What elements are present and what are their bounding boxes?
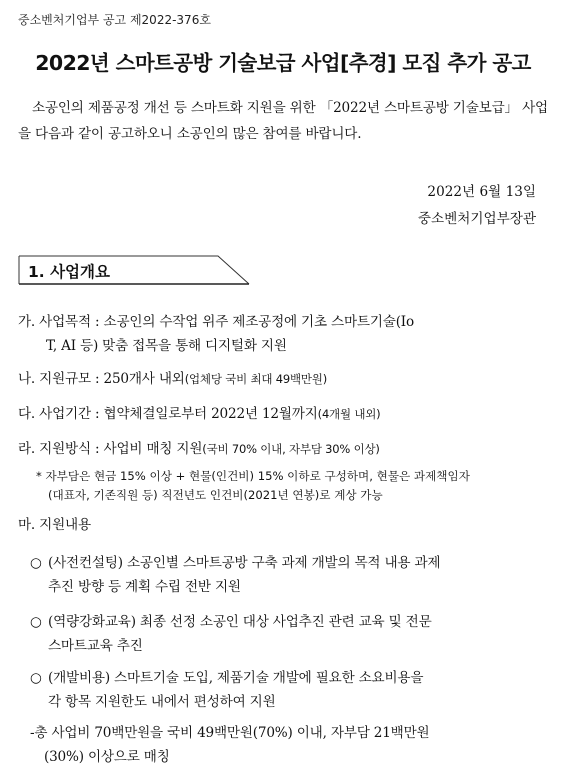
item-method-main: 사업비 매칭 지원: [103, 441, 203, 457]
bullet-education: [30, 610, 548, 658]
item-purpose-line1: 소공인의 수작업 위주 제조공정에 기초 스마트기술(Io: [103, 314, 414, 330]
item-method-sub: (국비 70% 이내, 자부담 30% 이상): [202, 442, 380, 456]
item-method: [18, 437, 548, 461]
item-scale-main: 250개사 내외: [103, 371, 185, 387]
intro-paragraph: [18, 95, 548, 147]
section-header: [18, 255, 250, 285]
circle-bullet-icon: ○: [30, 614, 42, 630]
issuer-name: 중소벤처기업부장관: [417, 211, 536, 227]
cost-matching-line2: (30%) 이상으로 매칭: [44, 749, 170, 765]
cost-matching-line1: -총 사업비 70백만원을 국비 49백만원(70%) 이내, 자부담 21백만원: [30, 725, 430, 741]
item-scale-sub: (업체당 국비 최대 49백만원): [184, 372, 327, 386]
bullet-consulting-line2: 추진 방향 등 계획 수립 전반 지원: [48, 579, 241, 595]
item-period: [18, 402, 548, 426]
bullet-development-line1: (개발비용) 스마트기술 도입, 제품기술 개발에 필요한 소요비용을: [48, 670, 424, 686]
note-line2: (대표자, 기존직원 등) 직전년도 인건비(2021년 연봉)로 계상 가능: [48, 488, 383, 502]
bullet-education-line2: 스마트교육 추진: [48, 638, 143, 654]
item-purpose-label: 가. 사업목적 :: [18, 314, 100, 330]
item-support-content: 마. 지원내용: [18, 517, 91, 533]
cost-matching-item: [30, 721, 548, 769]
item-scale: [18, 367, 548, 391]
bullet-consulting-line1: (사전컨설팅) 소공인별 스마트공방 구축 과제 개발의 목적 내용 과제: [48, 555, 441, 571]
bullet-development-line2: 각 항목 지원한도 내에서 편성하여 지원: [48, 694, 276, 710]
note-line1: * 자부담은 현금 15% 이상 + 현물(인건비) 15% 이하로 구성하며, 현물은 과제책임자: [36, 469, 470, 483]
item-method-label: 라. 지원방식 :: [18, 441, 100, 457]
notice-number: 중소벤처기업부 공고 제2022-376호: [18, 13, 211, 27]
page-title: 2022년 스마트공방 기술보급 사업[추경] 모집 추가 공고: [35, 51, 531, 75]
circle-bullet-icon: ○: [30, 670, 42, 686]
item-period-label: 다. 사업기간 :: [18, 406, 100, 422]
intro-text: 소공인의 제품공정 개선 등 스마트화 지원을 위한 「2022년 스마트공방 기술보급」 사업을 다음과 같이 공고하오니 소공인의 많은 참여를 바랍니다.: [18, 100, 548, 142]
item-purpose: [18, 310, 548, 358]
item-period-main: 협약체결일로부터 2022년 12월까지: [103, 406, 318, 422]
notice-date: 2022년 6월 13일: [427, 184, 536, 200]
section-title: 1. 사업개요: [28, 263, 110, 281]
bullet-education-line1: (역량강화교육) 최종 선정 소공인 대상 사업추진 관련 교육 및 전문: [48, 614, 432, 630]
item-scale-label: 나. 지원규모 :: [18, 371, 100, 387]
bullet-consulting: [30, 551, 548, 599]
item-period-sub: (4개월 내외): [317, 407, 381, 421]
item-purpose-line2: T, AI 등) 맞춤 접목을 통해 디지털화 지원: [46, 338, 287, 354]
cost-share-note: [36, 467, 550, 505]
circle-bullet-icon: ○: [30, 555, 42, 571]
bullet-development: [30, 666, 548, 714]
